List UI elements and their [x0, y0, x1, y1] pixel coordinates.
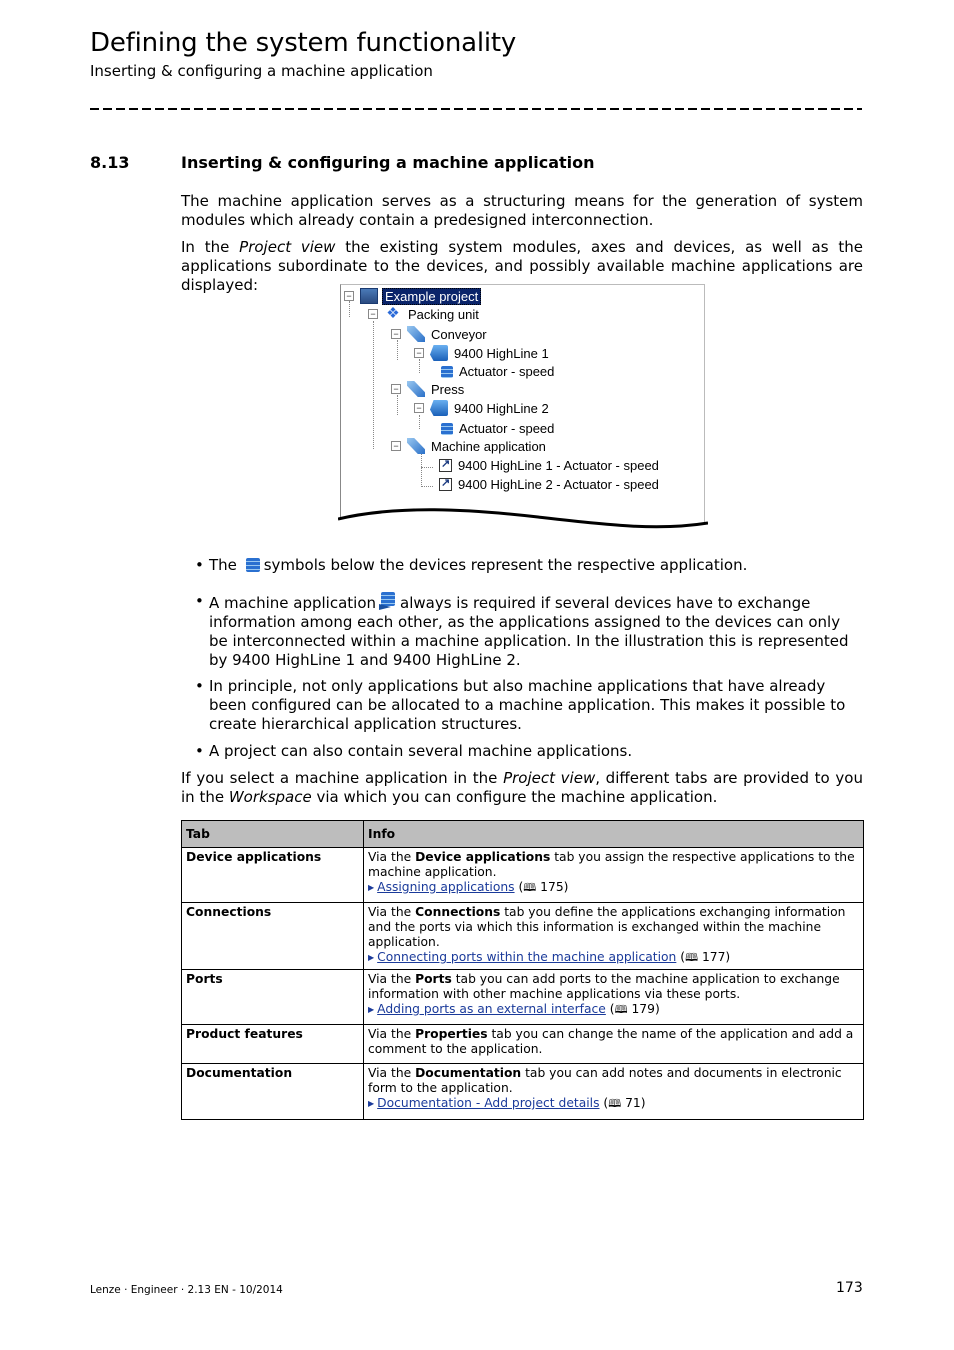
link-arrow-icon: ▶ [368, 883, 375, 892]
tree-item-label: Press [431, 381, 465, 397]
tree-item-label: 9400 HighLine 1 - Actuator - speed [458, 457, 659, 473]
info-text: tab you assign the respective applications to the machine application. [368, 850, 855, 879]
table-row [182, 1025, 864, 1064]
collapse-icon[interactable]: − [391, 384, 401, 394]
collapse-icon[interactable]: − [391, 329, 401, 339]
tree-item-link-highline-1[interactable] [439, 456, 661, 474]
tree-item-press[interactable] [391, 380, 466, 398]
info-text: Via the [368, 850, 416, 864]
tree-item-actuator-speed-1[interactable] [441, 362, 556, 380]
collapse-icon[interactable]: − [344, 291, 354, 301]
link-assigning-applications[interactable]: Assigning applications [377, 880, 515, 894]
link-connecting-ports[interactable]: Connecting ports within the machine application [377, 950, 677, 964]
tree-item-highline-2[interactable] [414, 399, 551, 417]
tree-item-example-project[interactable] [344, 287, 481, 305]
col-header-info: Info [364, 821, 864, 848]
table-header-row [182, 821, 864, 848]
info-bold: Documentation [415, 1066, 522, 1080]
tree-item-label: Actuator - speed [459, 420, 555, 436]
bullet-dot: • [195, 556, 204, 574]
page-number: 173 [836, 1280, 863, 1296]
project-icon [360, 288, 378, 304]
bullet-several [195, 742, 863, 761]
tree-item-conveyor[interactable] [391, 325, 489, 343]
info-text: Via the [368, 972, 416, 986]
tree-item-actuator-speed-2[interactable] [441, 419, 556, 437]
project-view-term: Project view [503, 769, 596, 787]
bullet-hierarchical [195, 677, 863, 734]
collapse-icon[interactable]: − [391, 441, 401, 451]
info-text: tab you define the applications exchanging information and the ports via which this information is exchanged within the machine application. [368, 905, 846, 949]
system-module-icon: ❖ [386, 305, 400, 322]
bullet-text: symbols below the devices represent the respective application. [263, 556, 748, 574]
page-ref: 177) [698, 950, 731, 964]
info-bold: Device applications [415, 850, 551, 864]
bullet-text: In principle, not only applications but also machine applications that have already been configured can be allocated to a machine application. This makes it possible to create hierarchical application structures. [209, 677, 846, 733]
book-icon: 🕮 [614, 1003, 628, 1016]
tree-item-label: Actuator - speed [459, 363, 555, 379]
info-text: Via the [368, 1066, 416, 1080]
page-ref: ( [514, 880, 524, 894]
tab-info [364, 848, 864, 903]
link-adding-ports[interactable]: Adding ports as an external interface [377, 1002, 606, 1016]
bullet-text: always is required if several devices have to exchange information among each other, as the applications assigned to the devices can only be interconnected within a machine application. In the illustration this is represented by 9400 HighLine 1 and 9400 HighLine 2. [209, 594, 849, 669]
page-ref: 179) [627, 1002, 660, 1016]
shortcut-link-icon [439, 478, 452, 491]
page-title: Defining the system functionality [90, 28, 517, 58]
info-text: Via the [368, 1027, 416, 1041]
table-row [182, 848, 864, 903]
info-text: tab you can change the name of the application and add a comment to the application. [368, 1027, 854, 1056]
device-icon [430, 345, 448, 361]
intro-text-a: In the [181, 238, 240, 256]
workspace-term: Workspace [228, 788, 312, 806]
info-bold: Properties [415, 1027, 488, 1041]
outro-text-b: , different tabs are provided to you in the [181, 769, 863, 806]
machine-application-icon [407, 438, 425, 454]
bullet-machine-application [195, 592, 863, 670]
tree-item-highline-1[interactable] [414, 344, 551, 362]
axis-icon [407, 381, 425, 397]
intro-text-b: the existing system modules, axes and devices, as well as the applications subordinate to the devices, and possibly available machine applications are displayed: [181, 238, 863, 294]
tab-name: Product features [182, 1025, 364, 1064]
collapse-icon[interactable]: − [368, 309, 378, 319]
tab-name: Connections [182, 903, 364, 970]
project-tree [340, 284, 705, 524]
link-arrow-icon: ▶ [368, 1005, 375, 1014]
bullet-text: A machine application [209, 594, 376, 612]
tabs-table [181, 820, 864, 1120]
tree-item-link-highline-2[interactable] [439, 475, 661, 493]
bullet-dot: • [195, 742, 204, 760]
tab-info [364, 1025, 864, 1064]
bullet-text: The [209, 556, 237, 574]
bullet-application-symbols [195, 556, 863, 575]
col-header-tab: Tab [182, 821, 364, 848]
page-ref: ( [676, 950, 686, 964]
tab-name: Ports [182, 970, 364, 1025]
tree-item-label: Packing unit [408, 306, 479, 322]
page-subtitle: Inserting & configuring a machine application [90, 62, 433, 80]
info-text: tab you can add ports to the machine application to exchange information with other machine applications via these ports. [368, 972, 840, 1001]
tab-info [364, 1064, 864, 1120]
book-icon: 🕮 [523, 881, 537, 894]
link-documentation[interactable]: Documentation - Add project details [377, 1096, 600, 1110]
table-row [182, 903, 864, 970]
collapse-icon[interactable]: − [414, 348, 424, 358]
tree-item-label: 9400 HighLine 1 [454, 345, 549, 361]
application-icon [246, 558, 260, 572]
bullet-dot: • [195, 592, 204, 610]
intro-paragraph-1: The machine application serves as a structuring means for the generation of system modules which already contain a predesigned interconnection. [181, 192, 863, 229]
bullet-dot: • [195, 677, 204, 695]
outro-text-a: If you select a machine application in the [181, 769, 504, 787]
dashed-divider [90, 108, 862, 110]
page-ref: 175) [536, 880, 569, 894]
footer-publication: Lenze · Engineer · 2.13 EN - 10/2014 [90, 1284, 283, 1296]
page-ref: 71) [621, 1096, 646, 1110]
tree-item-packing-unit[interactable] [368, 305, 481, 323]
tree-item-machine-application[interactable] [391, 437, 548, 455]
torn-edge-decoration [338, 505, 708, 535]
tab-name: Documentation [182, 1064, 364, 1120]
outro-paragraph [181, 769, 863, 807]
tree-item-label: Conveyor [431, 326, 487, 342]
section-number: 8.13 [90, 153, 130, 172]
info-bold: Ports [415, 972, 452, 986]
tree-item-label: 9400 HighLine 2 - Actuator - speed [458, 476, 659, 492]
tree-item-label: 9400 HighLine 2 [454, 400, 549, 416]
info-text: tab you can add notes and documents in electronic form to the application. [368, 1066, 842, 1095]
machine-application-icon [379, 592, 397, 612]
outro-text-c: via which you can configure the machine application. [311, 788, 718, 806]
application-icon [441, 423, 453, 435]
info-bold: Connections [415, 905, 501, 919]
book-icon: 🕮 [685, 951, 699, 964]
table-row [182, 1064, 864, 1120]
collapse-icon[interactable]: − [414, 403, 424, 413]
page-ref: ( [599, 1096, 609, 1110]
tab-name: Device applications [182, 848, 364, 903]
tree-item-label: Machine application [431, 438, 546, 454]
link-arrow-icon: ▶ [368, 953, 375, 962]
tab-info [364, 970, 864, 1025]
axis-icon [407, 326, 425, 342]
table-row [182, 970, 864, 1025]
bullet-text: A project can also contain several machine applications. [209, 742, 633, 760]
section-title: Inserting & configuring a machine application [181, 153, 595, 172]
device-icon [430, 400, 448, 416]
application-icon [441, 366, 453, 378]
project-view-term: Project view [239, 238, 336, 256]
tab-info [364, 903, 864, 970]
book-icon: 🕮 [608, 1097, 622, 1110]
info-text: Via the [368, 905, 416, 919]
tree-item-label: Example project [382, 288, 481, 305]
shortcut-link-icon [439, 459, 452, 472]
page-ref: ( [605, 1002, 615, 1016]
link-arrow-icon: ▶ [368, 1099, 375, 1108]
